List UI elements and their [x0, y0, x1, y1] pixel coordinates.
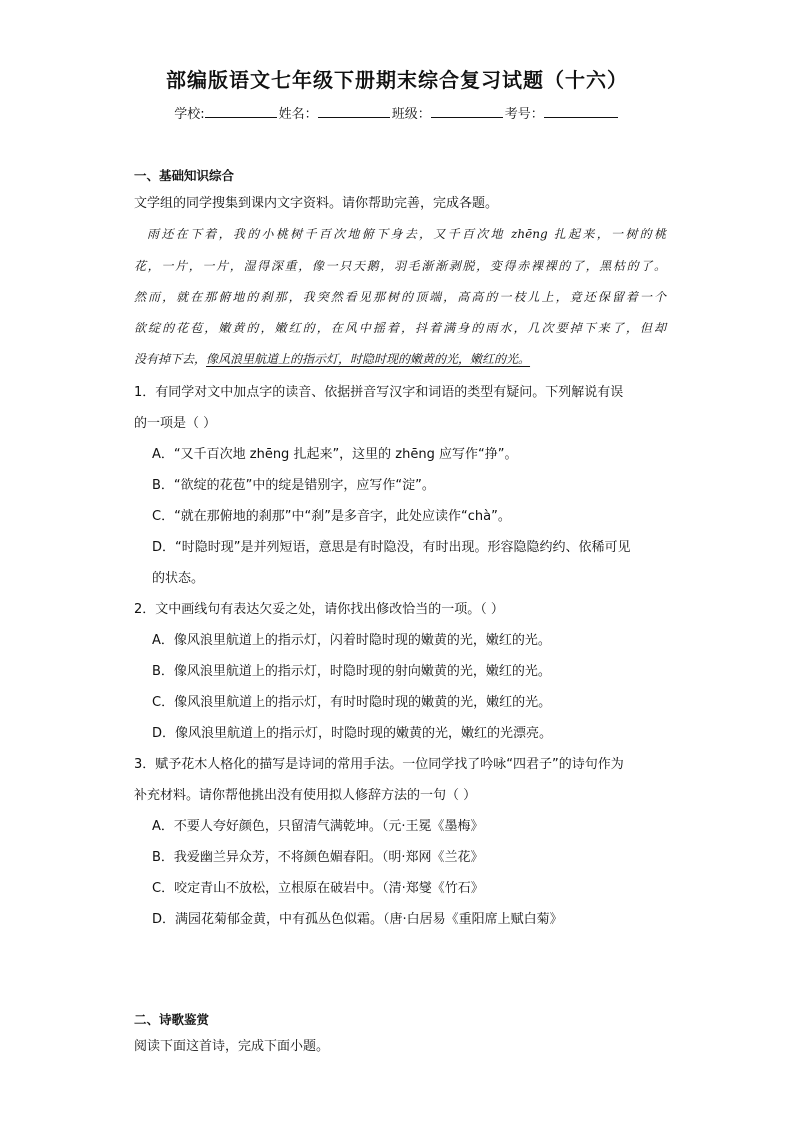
question-stem: 的一项是（ ）	[134, 416, 217, 431]
number-blank[interactable]	[544, 105, 618, 118]
school-label: 学校:	[174, 107, 205, 122]
passage-line: 然而，就在那俯地的刹那，我突然看见那树的顶端，高高的一枝儿上，竟还保留着一个	[134, 290, 666, 304]
passage-line	[134, 350, 666, 367]
option-d[interactable]: D．“时隐时现”是并列短语，意思是有时隐没，有时出现。形容隐隐约约、依稀可见	[152, 540, 631, 555]
school-blank[interactable]	[205, 105, 277, 118]
option-b[interactable]: B．我爱幽兰异众芳，不将颜色媚春阳。（明·郑网《兰花》	[152, 850, 484, 865]
option-d[interactable]: D．满园花菊郁金黄，中有孤丛色似霜。（唐·白居易《重阳席上赋白菊》	[152, 912, 563, 927]
question-stem: 1．有同学对文中加点字的读音、依据拼音写汉字和词语的类型有疑问。下列解说有误	[134, 385, 624, 400]
student-info-line	[0, 103, 794, 122]
page-title: 部编版语文七年级下册期末综合复习试题（十六）	[166, 68, 628, 92]
passage-text: 没有掉下去，	[134, 352, 207, 366]
option-c[interactable]: C．“就在那俯地的刹那”中“刹”是多音字，此处应读作“chà”。	[152, 509, 511, 524]
class-blank[interactable]	[431, 105, 503, 118]
option-a[interactable]: A．不要人夸好颜色，只留清气满乾坤。（元·王冕《墨梅》	[152, 819, 484, 834]
option-d[interactable]: D．像风浪里航道上的指示灯，时隐时现的嫩黄的光，嫩红的光漂亮。	[152, 726, 553, 741]
number-label: 考号：	[504, 107, 544, 122]
option-a[interactable]: A．“又千百次地 zhēng 扎起来”，这里的 zhēng 应写作“挣”。	[152, 447, 518, 462]
section-heading: 一、基础知识综合	[134, 168, 235, 183]
option-c[interactable]: C．咬定青山不放松，立根原在破岩中。（清·郑燮《竹石》	[152, 881, 484, 896]
section-intro: 文学组的同学搜集到课内文字资料。请你帮助完善，完成各题。	[134, 196, 499, 211]
question-stem: 2．文中画线句有表达欠妥之处，请你找出修改恰当的一项。（ ）	[134, 602, 504, 617]
question-stem: 补充材料。请你帮他挑出没有使用拟人修辞方法的一句（ ）	[134, 788, 477, 803]
option-b[interactable]: B．像风浪里航道上的指示灯，时隐时现的射向嫩黄的光，嫩红的光。	[152, 664, 551, 679]
underlined-sentence: 像风浪里航道上的指示灯，时隐时现的嫩黄的光，嫩红的光。	[206, 352, 531, 366]
name-label: 姓名：	[278, 107, 318, 122]
passage-line: 欲绽的花苞，嫩黄的，嫩红的，在风中摇着，抖着满身的雨水，几次要掉下来了，但却	[134, 321, 666, 335]
name-blank[interactable]	[318, 105, 390, 118]
passage-line: 花，一片，一片，湿得深重，像一只天鹅，羽毛渐渐剥脱，变得赤裸裸的了，黑枯的了。	[134, 259, 666, 273]
option-d-continued: 的状态。	[152, 571, 205, 586]
option-b[interactable]: B．“欲绽的花苞”中的绽是错别字，应写作“淀”。	[152, 478, 435, 493]
section-heading: 二、诗歌鉴赏	[134, 1012, 210, 1027]
question-stem: 3．赋予花木人格化的描写是诗词的常用手法。一位同学找了吟咏“四君子”的诗句作为	[134, 757, 624, 772]
passage-line: 雨还在下着，我的小桃树千百次地俯下身去，又千百次地 zhēng 扎起来，一树的桃	[147, 227, 666, 241]
option-a[interactable]: A．像风浪里航道上的指示灯，闪着时隐时现的嫩黄的光，嫩红的光。	[152, 633, 551, 648]
class-label: 班级：	[391, 107, 431, 122]
section-intro: 阅读下面这首诗，完成下面小题。	[134, 1039, 330, 1054]
option-c[interactable]: C．像风浪里航道上的指示灯，有时时隐时现的嫩黄的光，嫩红的光。	[152, 695, 552, 710]
